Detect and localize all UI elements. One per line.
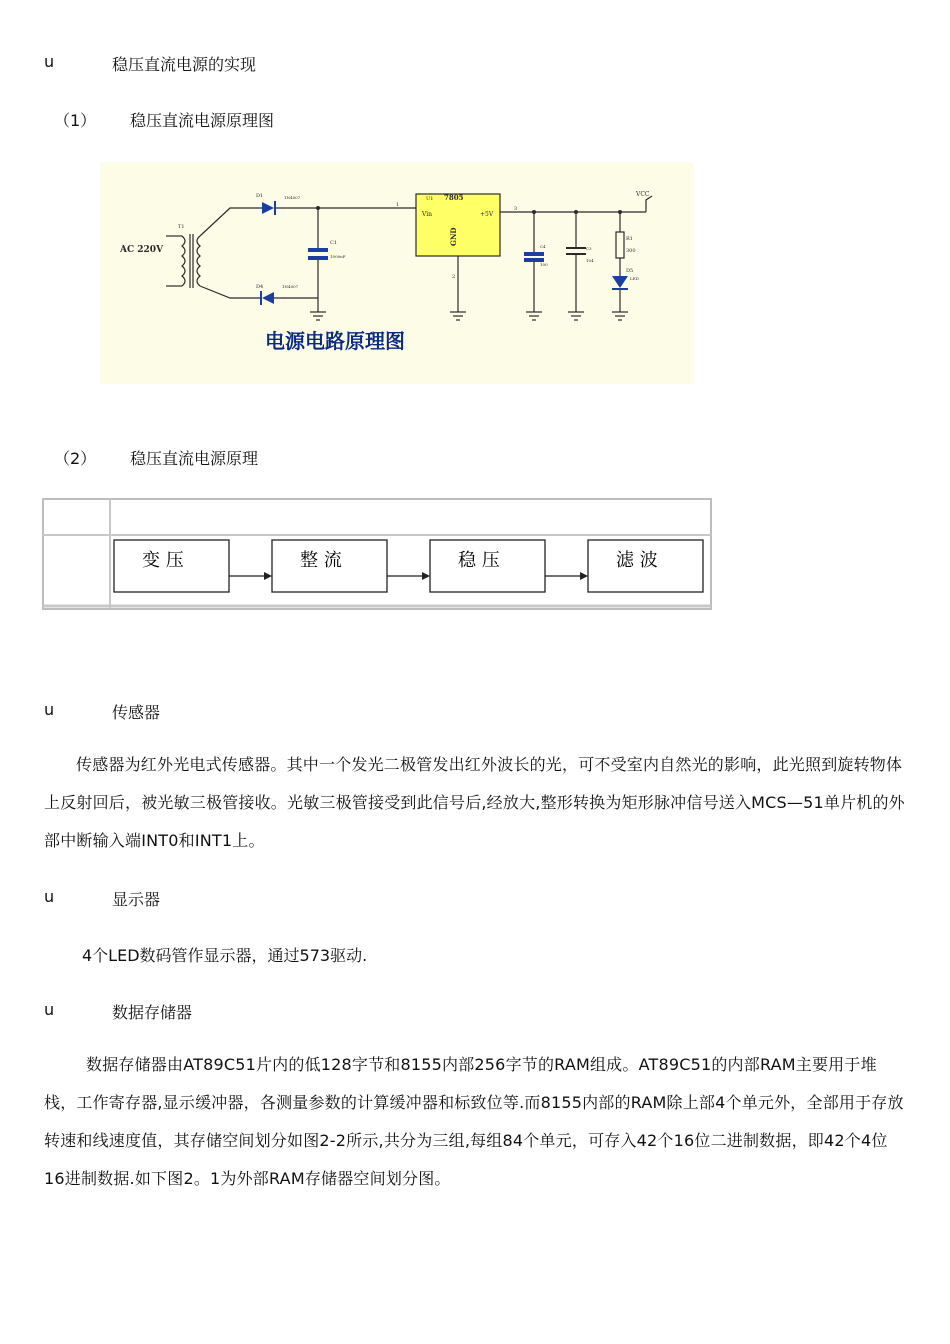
d5-part: LED bbox=[630, 276, 639, 281]
subsection-number-2: （2） bbox=[54, 449, 97, 468]
paragraph-storage bbox=[44, 1046, 906, 1198]
bullet-marker: u bbox=[44, 1000, 55, 1019]
section-title-storage: 数据存储器 bbox=[112, 1003, 193, 1022]
vcc-label: VCC bbox=[636, 191, 650, 198]
d1-part: 1N4007 bbox=[284, 195, 301, 200]
bullet-marker: u bbox=[44, 700, 55, 719]
flow-step-4: 滤 波 bbox=[616, 550, 658, 571]
led-d5-icon bbox=[612, 276, 628, 288]
c3-value: 104 bbox=[586, 258, 594, 263]
r1-value: 300 bbox=[626, 248, 636, 254]
flow-step-1: 变 压 bbox=[142, 550, 184, 571]
paragraph-sensor bbox=[44, 746, 906, 860]
r1-label: R1 bbox=[626, 236, 633, 242]
c3-label: C3 bbox=[586, 246, 592, 251]
section-title-display: 显示器 bbox=[112, 890, 161, 909]
subsection-number-1: （1） bbox=[54, 111, 97, 130]
paragraph-text: 传感器为红外光电式传感器。其中一个发光二极管发出红外波长的光，可不受室内自然光的影响，此光照到旋转物体上反射回后，被光敏三极管接收。光敏三极管接受到此信号后,经放大,整形转换为矩形脉冲信号送入MCS—51单片机的外部中断输入端INT0和INT1上。 bbox=[44, 755, 905, 850]
pin3-label: 3 bbox=[514, 206, 518, 212]
pin2-label: 2 bbox=[452, 274, 456, 280]
bullet-marker: u bbox=[44, 887, 55, 906]
pin1-label: 1 bbox=[396, 202, 400, 208]
subsection-title-1: 稳压直流电源原理图 bbox=[130, 111, 275, 130]
ac-label: AC 220V bbox=[120, 245, 164, 255]
d4-label: D4 bbox=[256, 284, 264, 290]
vin-label: Vin bbox=[422, 211, 433, 218]
subsection-title-2: 稳压直流电源原理 bbox=[130, 449, 259, 468]
bullet-marker: u bbox=[44, 52, 55, 71]
flow-step-2: 整 流 bbox=[300, 550, 342, 571]
paragraph-display: 4个LED数码管作显示器，通过573驱动. bbox=[82, 946, 368, 965]
regulator-label: 7805 bbox=[444, 193, 464, 202]
ground-symbols bbox=[310, 312, 628, 320]
circuit-caption: 电源电路原理图 bbox=[265, 329, 405, 353]
d4-part: 1N4007 bbox=[282, 284, 299, 289]
capacitor-c1-icon bbox=[308, 248, 328, 252]
c1-value: 1000uF bbox=[330, 254, 346, 259]
c4-label: C4 bbox=[540, 244, 546, 249]
vout-label: +5V bbox=[480, 211, 494, 218]
circuit-svg bbox=[100, 162, 694, 384]
gnd-label: GND bbox=[449, 227, 458, 246]
section-title-power: 稳压直流电源的实现 bbox=[112, 55, 257, 74]
capacitor-c4-icon bbox=[524, 252, 544, 256]
transformer-secondary bbox=[197, 236, 200, 286]
power-flow-diagram bbox=[42, 498, 712, 610]
section-title-sensor: 传感器 bbox=[112, 703, 161, 722]
transformer-primary bbox=[182, 236, 185, 286]
paragraph-text: 数据存储器由AT89C51片内的低128字节和8155内部256字节的RAM组成。AT89C51的内部RAM主要用于堆栈，工作寄存器,显示缓冲器，各测量参数的计算缓冲器和标致位等.而8155内部的RAM除上部4个单元外，全部用于存放转速和线速度值，其存储空间划分如图2-2所示,共分为三组,每组84个单元，可存入42个16位二进制数据，即42个4位16进制数据.如下图2。1为外部RAM存储器空间划分图。 bbox=[44, 1055, 904, 1188]
c1-label: C1 bbox=[330, 240, 338, 246]
diode-d1-icon bbox=[262, 202, 274, 214]
flow-step-3: 稳 压 bbox=[458, 550, 500, 571]
regulator-7805-icon bbox=[416, 194, 500, 256]
power-circuit-diagram bbox=[100, 162, 694, 384]
c4-value: 100 bbox=[540, 262, 548, 267]
t1-label: T1 bbox=[178, 224, 185, 230]
d1-label: D1 bbox=[256, 193, 264, 199]
d5-label: D5 bbox=[626, 268, 634, 274]
u1-label: U1 bbox=[426, 196, 434, 202]
diode-d4-icon bbox=[262, 292, 274, 304]
flow-svg bbox=[42, 498, 712, 610]
